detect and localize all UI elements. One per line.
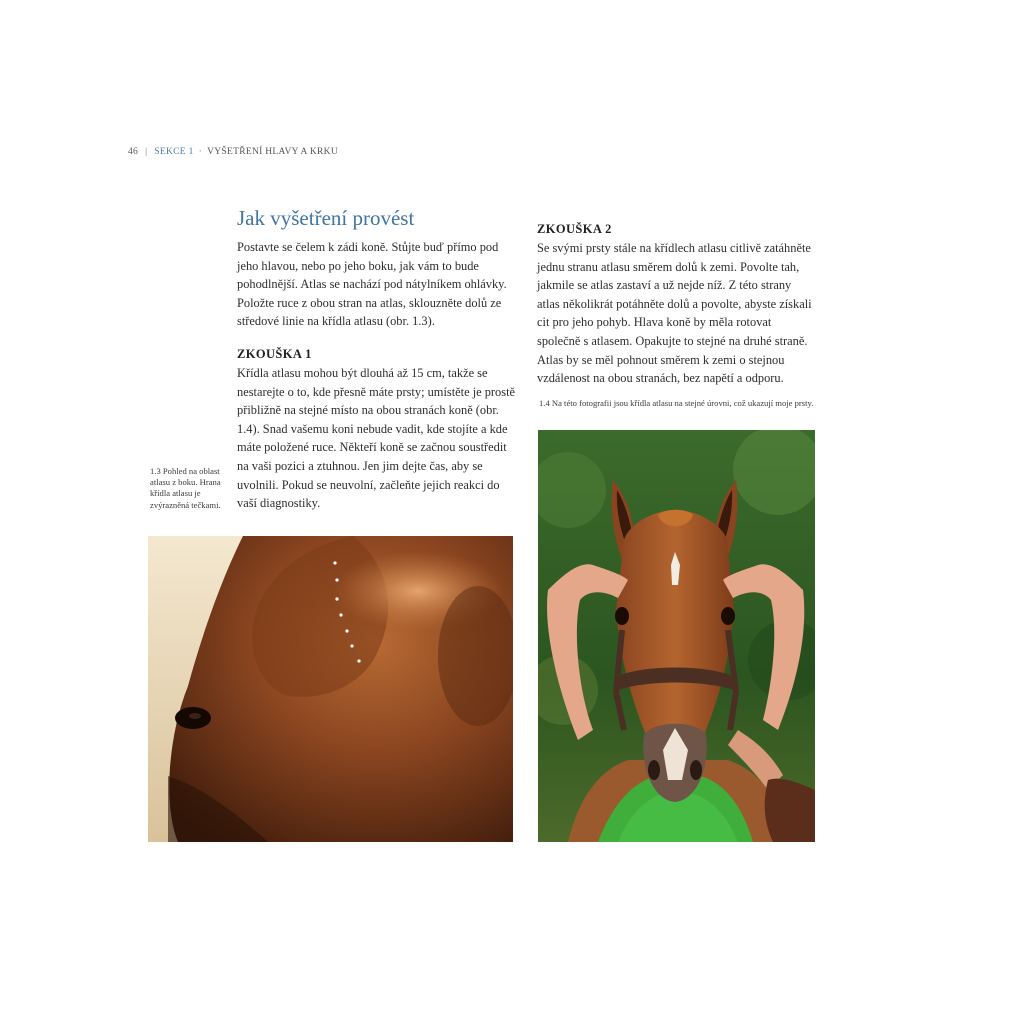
test1-heading: ZKOUŠKA 1 xyxy=(237,347,312,361)
running-head-dot: · xyxy=(198,147,203,157)
test2-heading: ZKOUŠKA 2 xyxy=(537,222,612,236)
page-number: 46 xyxy=(128,147,139,157)
figure-1-4-photo xyxy=(538,430,815,842)
test1-paragraph: Křídla atlasu mohou být dlouhá až 15 cm, takže se nestarejte o to, kde přesně máte prsty; umístěte je prostě přibližně na stejné místo na obou stranách koně (obr. 1.4). Snad vašemu koni nebude vadit, kde stojíte a kde máte položené ruce. Někteří koně se začnou soustředit na vaši pozici a ztuhnou. Jen jim dejte čas, aby se uvolnili. Pokud se neuvolní, začleňte jejich reakci do vaší diagnostiky. xyxy=(237,366,516,511)
running-head-separator: | xyxy=(145,147,148,157)
figure-1-3-caption: 1.3 Pohled na oblast atlasu z boku. Hrana křídla atlasu je zvýrazněná tečkami. xyxy=(150,466,221,510)
intro-paragraph: Postavte se čelem k zádi koně. Stůjte buď přímo pod jeho hlavou, nebo po jeho boku, jak vám to bude pohodlnější. Atlas se nachází pod nátylníkem ohlávky. Položte ruce z obou stran na atlas, sklouzněte dolů ze středové linie na křídla atlasu (obr. 1.3). xyxy=(237,240,507,329)
figure-1-4-caption: 1.4 Na této fotografii jsou křídla atlasu na stejné úrovni, což ukazují moje prsty. xyxy=(539,398,814,408)
test2-paragraph: Se svými prsty stále na křídlech atlasu citlivě zatáhněte jednu stranu atlasu směrem dolů k zemi. Povolte tah, jakmile se atlas zastaví a už nejde níž. Z této strany atlas několikrát potáhněte dolů a povolte, abyste získali cit pro jeho pohyb. Hlava koně by měla rotovat společně s atlasem. Opakujte to stejné na druhé straně. Atlas by se měl pohnout směrem k zemi o stejnou vzdálenost na obou stranách, bez napětí a odporu. xyxy=(537,241,812,386)
running-head xyxy=(128,147,338,157)
horse-front-view-image xyxy=(538,430,815,842)
horse-poll-closeup-image xyxy=(148,536,513,842)
section-title: Jak vyšetření provést xyxy=(237,206,415,230)
section-label: SEKCE 1 xyxy=(154,147,194,157)
chapter-label: VYŠETŘENÍ HLAVY A KRKU xyxy=(207,147,338,157)
figure-1-3-photo xyxy=(148,536,513,842)
